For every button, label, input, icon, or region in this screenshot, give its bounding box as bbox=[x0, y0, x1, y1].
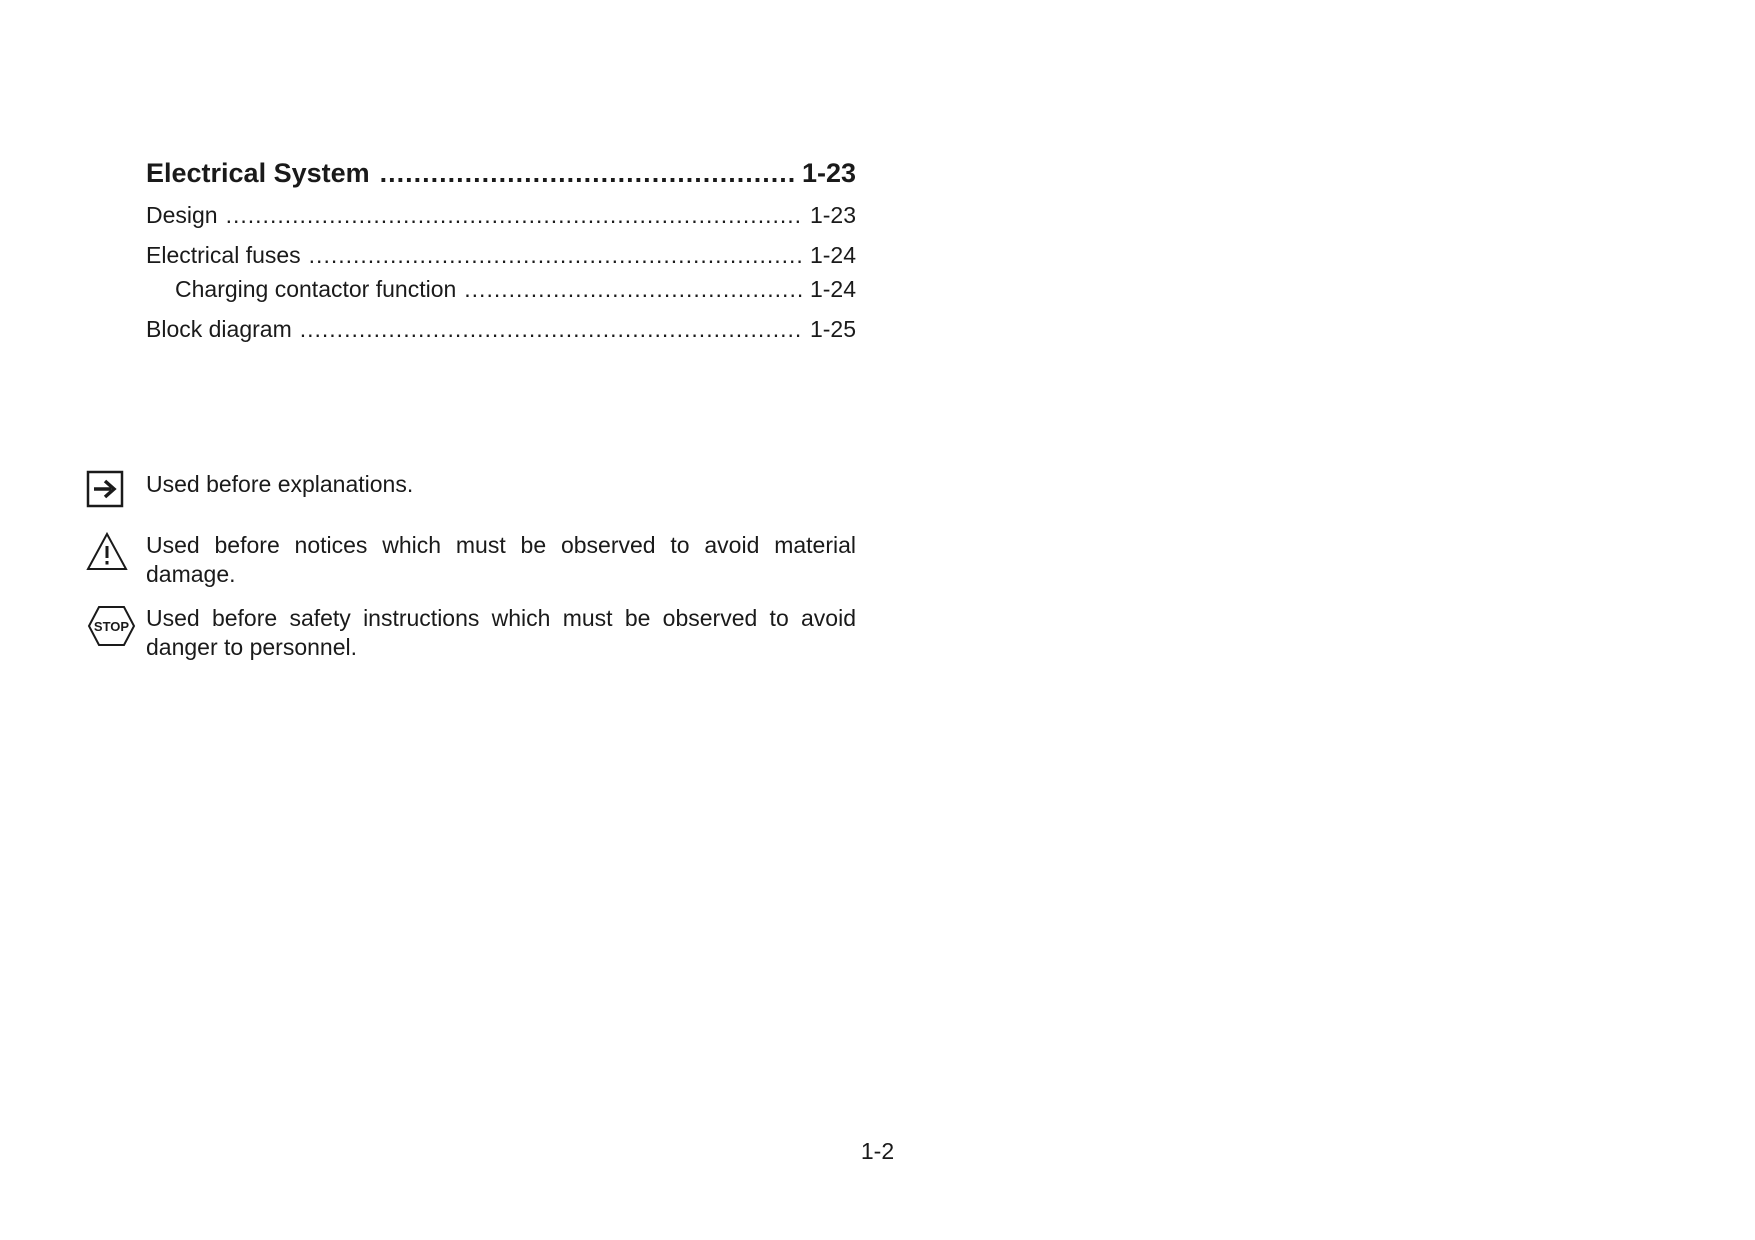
toc-item-electrical-fuses[interactable] bbox=[146, 242, 856, 276]
legend-item-explanation bbox=[86, 470, 856, 516]
toc-heading[interactable] bbox=[146, 158, 856, 202]
toc-item-charging-contactor-function[interactable] bbox=[146, 276, 856, 310]
toc-item-label: Design bbox=[146, 202, 218, 228]
toc-leader-dots bbox=[464, 276, 804, 303]
toc-leader-dots bbox=[226, 202, 804, 229]
toc-heading-label: Electrical System bbox=[146, 158, 370, 188]
toc-item-page: 1-24 bbox=[809, 242, 856, 268]
page-number: 1-2 bbox=[860, 1138, 895, 1164]
toc-item-label: Charging contactor function bbox=[175, 276, 457, 302]
legend-text: Used before explanations. bbox=[146, 471, 414, 497]
toc-leader-dots bbox=[309, 242, 804, 269]
toc-item-page: 1-24 bbox=[809, 276, 856, 302]
arrow-right-box-icon bbox=[86, 470, 146, 516]
toc-leader-dots bbox=[300, 316, 804, 343]
warning-triangle-icon bbox=[86, 531, 146, 577]
toc-item-block-diagram[interactable] bbox=[146, 316, 856, 350]
legend-item-personnel-danger bbox=[86, 604, 856, 662]
symbol-legend bbox=[86, 470, 856, 677]
toc-heading-page: 1-23 bbox=[801, 158, 856, 188]
legend-item-material-damage bbox=[86, 531, 856, 589]
legend-text: Used before notices which must be observed to avoid material damage. bbox=[146, 532, 856, 587]
toc-item-design[interactable] bbox=[146, 202, 856, 236]
toc-item-page: 1-25 bbox=[809, 316, 856, 342]
table-of-contents bbox=[146, 158, 856, 350]
legend-text: Used before safety instructions which must be observed to avoid danger to personnel. bbox=[146, 605, 856, 660]
toc-item-page: 1-23 bbox=[809, 202, 856, 228]
toc-item-label: Electrical fuses bbox=[146, 242, 301, 268]
stop-sign-icon bbox=[86, 604, 146, 650]
stop-sign-text: STOP bbox=[93, 619, 130, 634]
toc-item-label: Block diagram bbox=[146, 316, 292, 342]
toc-leader-dots bbox=[380, 158, 794, 189]
